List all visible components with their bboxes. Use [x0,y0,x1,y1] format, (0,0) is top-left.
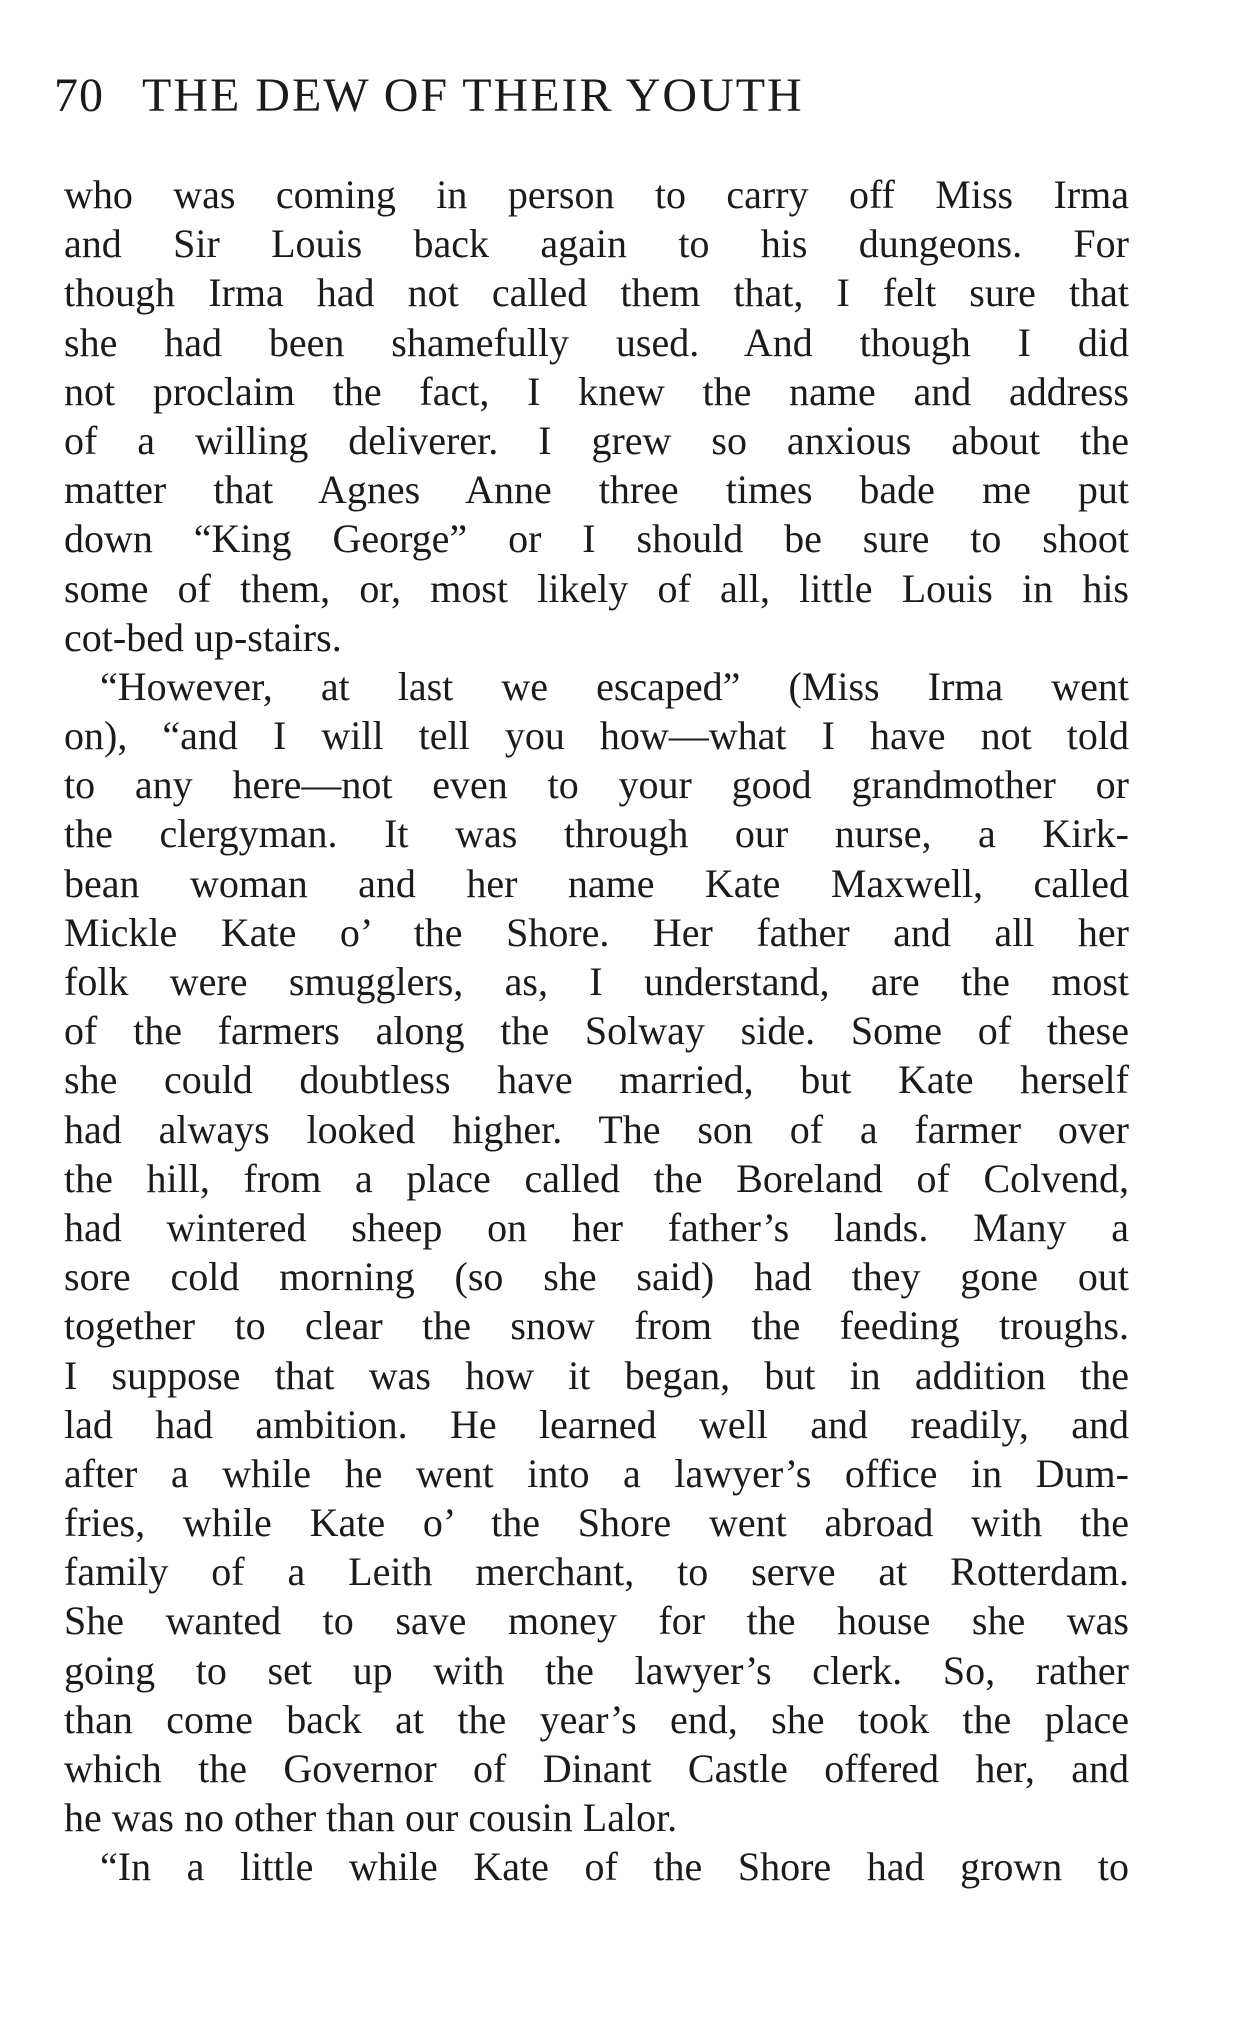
text-line: going to set up with the lawyer’s clerk. So, rather [64,1647,1129,1693]
text-line: sore cold morning (so she said) had they gone out [64,1254,1129,1300]
text-line: of the farmers along the Solway side. Some of these [64,1008,1129,1054]
text-line: of a willing deliverer. I grew so anxious about the [64,417,1129,463]
text-line: than come back at the year’s end, she took the place [64,1696,1129,1742]
text-line: had wintered sheep on her father’s lands. Many a [64,1204,1129,1250]
page-number: 70 [54,69,104,122]
text-line: the hill, from a place called the Boreland of Colvend, [64,1155,1129,1201]
text-line: matter that Agnes Anne three times bade me put [64,467,1129,513]
text-line: on), “and I will tell you how—what I have not told [64,713,1129,759]
text-line: some of them, or, most likely of all, little Louis in his [64,565,1129,611]
text-line: I suppose that was how it began, but in addition the [64,1352,1129,1398]
text-line: she had been shamefully used. And though I did [64,319,1129,365]
text-line: had always looked higher. The son of a farmer over [64,1106,1129,1152]
page-header [54,68,804,128]
text-line: though Irma had not called them that, I felt sure that [64,270,1129,316]
body-text [64,170,1129,1892]
text-line: bean woman and her name Kate Maxwell, called [64,860,1129,906]
text-line: Mickle Kate o’ the Shore. Her father and all her [64,909,1129,955]
running-head: THE DEW OF THEIR YOUTH [142,69,804,122]
paragraph-end-line: cot-bed up-stairs. [64,614,342,660]
paragraph-end-line: he was no other than our cousin Lalor. [64,1795,678,1841]
text-line: family of a Leith merchant, to serve at Rotterdam. [64,1549,1129,1595]
text-line: and Sir Louis back again to his dungeons. For [64,221,1129,267]
text-line: after a while he went into a lawyer’s office in Dum- [64,1450,1129,1496]
text-line: to any here—not even to your good grandmother or [64,762,1129,808]
paragraph-start-line: “However, at last we escaped” (Miss Irma went [100,663,1129,709]
paragraph-start-line: “In a little while Kate of the Shore had grown to [100,1844,1129,1890]
text-line: the clergyman. It was through our nurse, a Kirk- [64,811,1129,857]
text-line: who was coming in person to carry off Miss Irma [64,172,1129,217]
text-line: down “King George” or I should be sure to shoot [64,516,1129,562]
text-line: together to clear the snow from the feeding troughs. [64,1303,1129,1349]
text-line: folk were smugglers, as, I understand, are the most [64,959,1129,1004]
text-line: fries, while Kate o’ the Shore went abroad with the [64,1500,1129,1546]
text-line: lad had ambition. He learned well and readily, and [64,1401,1129,1447]
text-line: She wanted to save money for the house she was [64,1598,1129,1644]
text-line: she could doubtless have married, but Kate herself [64,1057,1129,1103]
text-line: which the Governor of Dinant Castle offered her, and [64,1746,1129,1791]
text-line: not proclaim the fact, I knew the name and address [64,368,1129,414]
